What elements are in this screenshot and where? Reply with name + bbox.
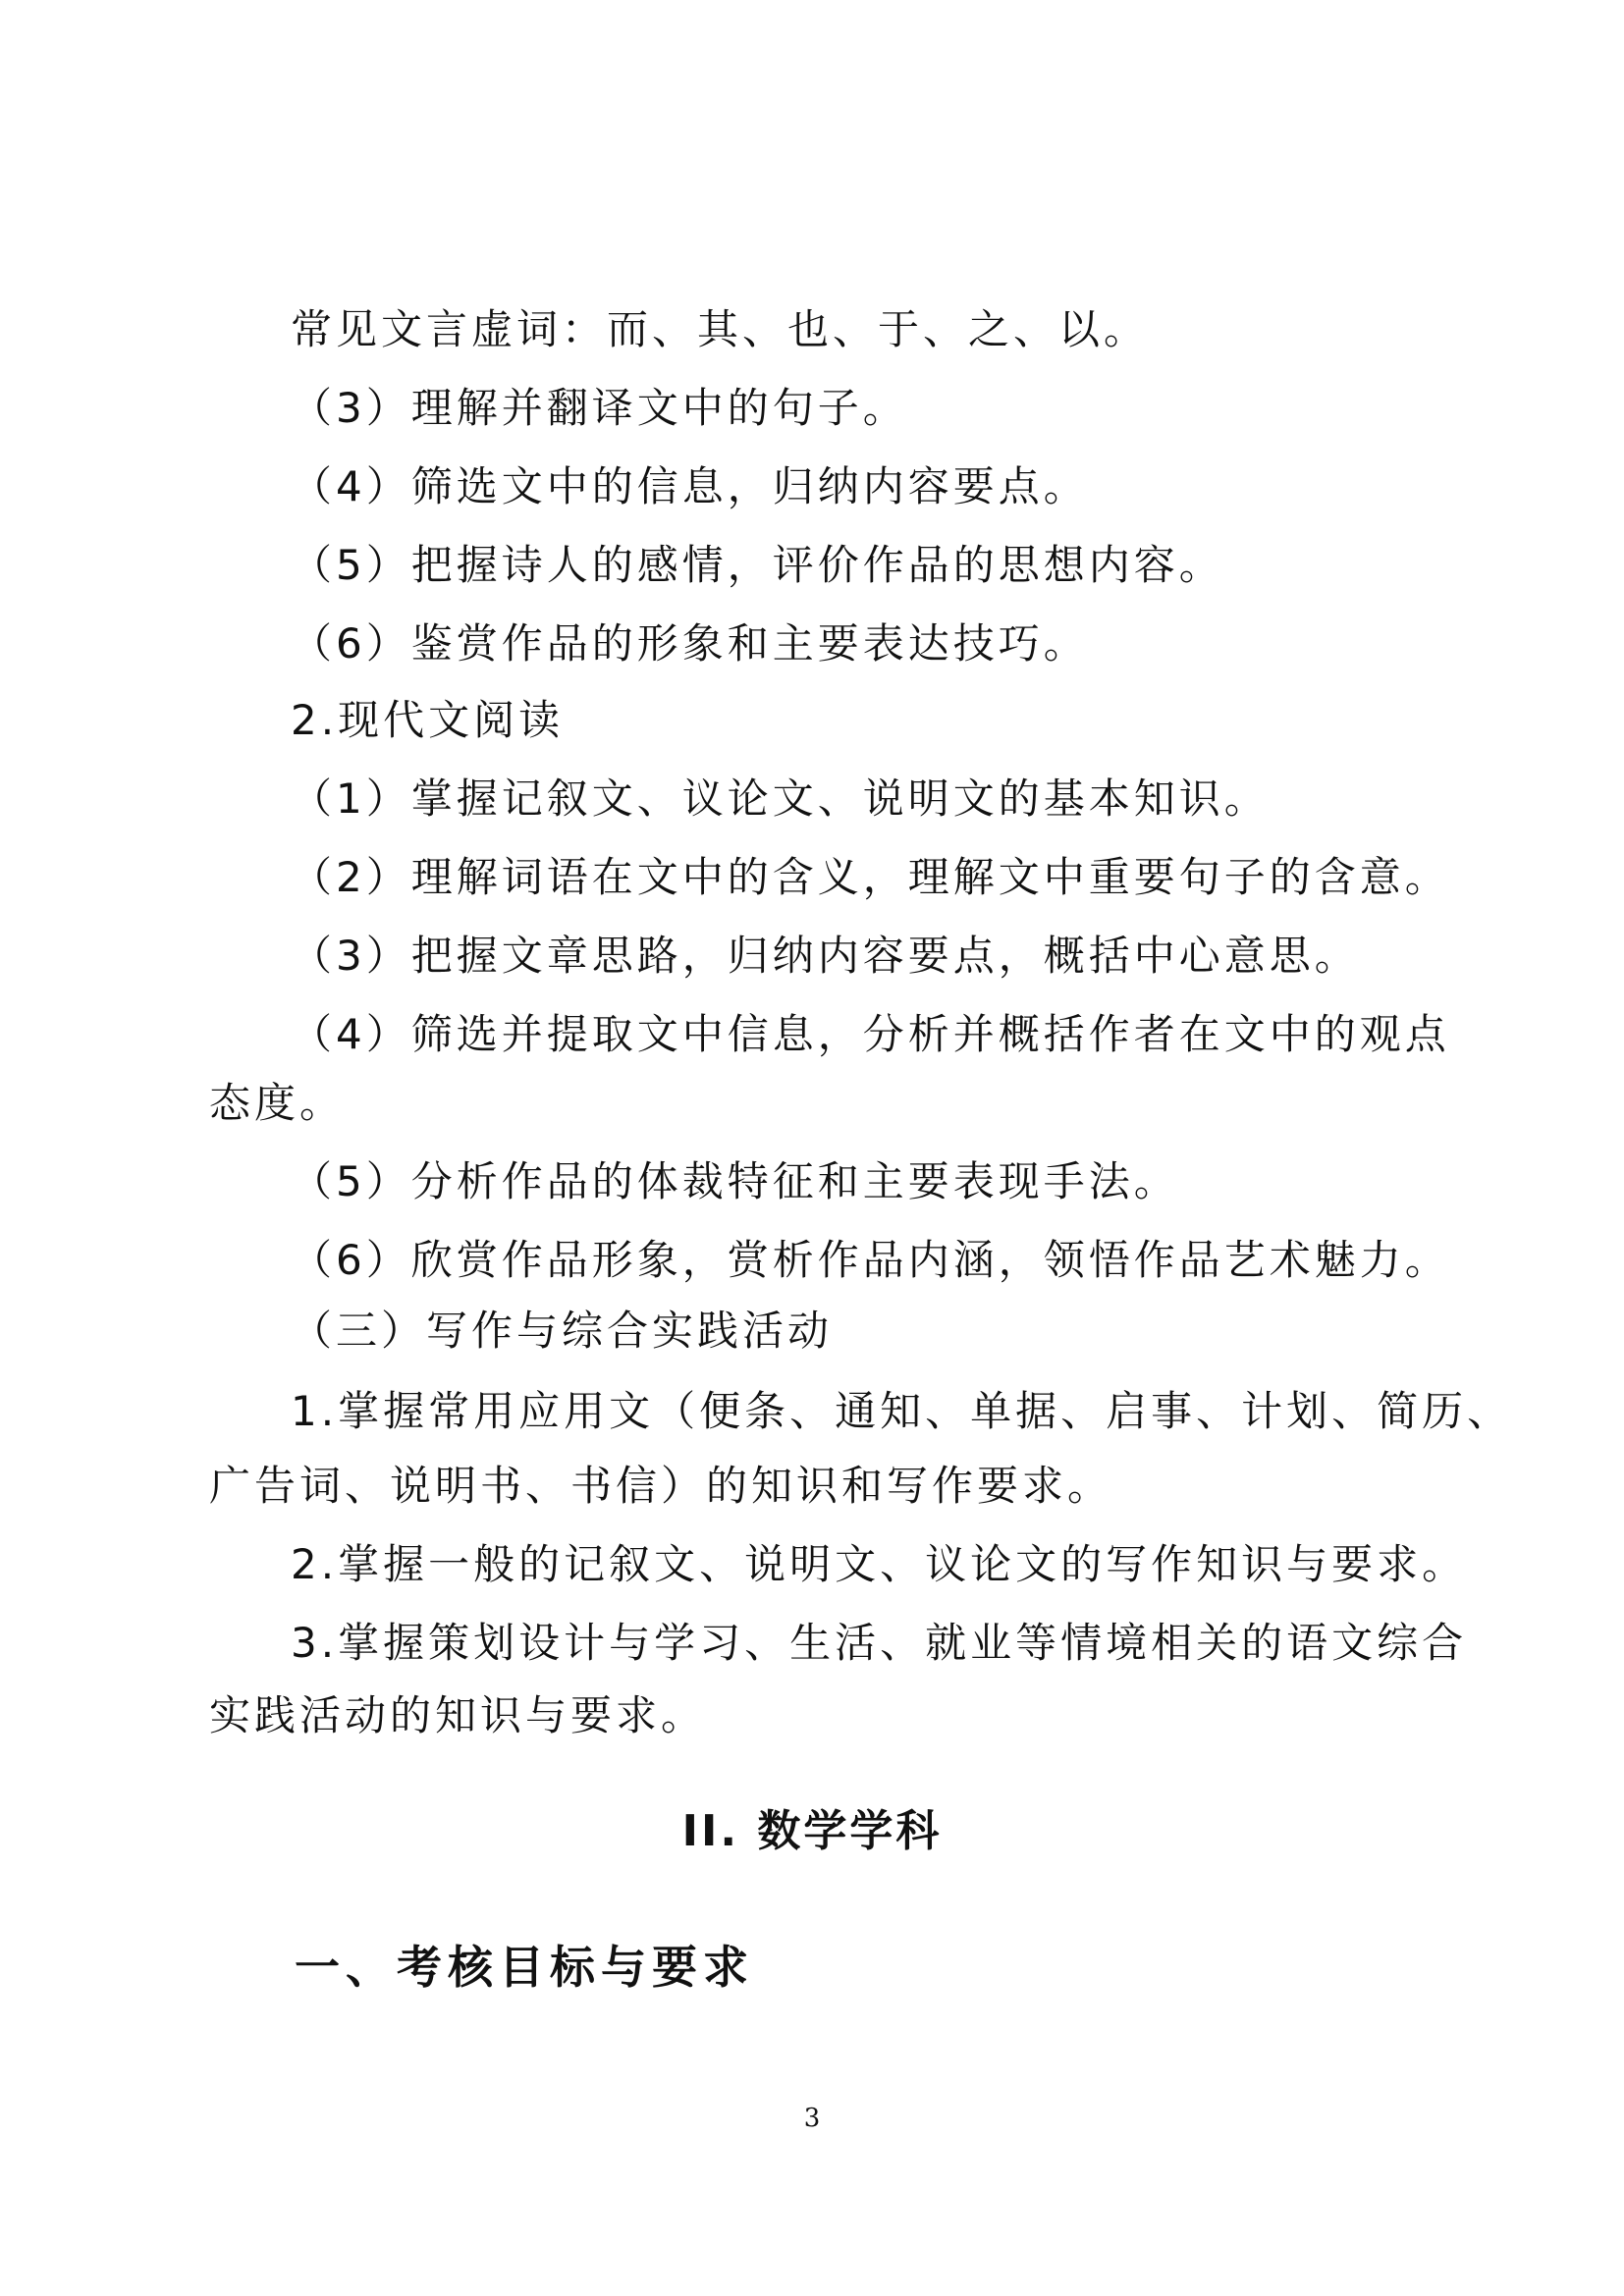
subsection-writing-practice: （三）写作与综合实践活动 <box>291 1307 834 1355</box>
subsection-modern-reading: 2.现代文阅读 <box>291 696 565 744</box>
body-line-modern-item-2: （2）理解词语在文中的含义，理解文中重要句子的含意。 <box>291 853 1450 901</box>
body-line-modern-item-5: （5）分析作品的体裁特征和主要表现手法。 <box>291 1157 1179 1205</box>
body-line-writing-item-2: 2.掌握一般的记叙文、说明文、议论文的写作知识与要求。 <box>291 1540 1468 1588</box>
body-line-modern-item-1: （1）掌握记叙文、议论文、说明文的基本知识。 <box>291 774 1270 823</box>
body-line-function-words: 常见文言虚词：而、其、也、于、之、以。 <box>291 305 1150 353</box>
page-number: 3 <box>803 2104 821 2133</box>
body-line-writing-item-1: 1.掌握常用应用文（便条、通知、单据、启事、计划、简历、 <box>291 1387 1513 1435</box>
body-line-item-4: （4）筛选文中的信息，归纳内容要点。 <box>291 462 1089 510</box>
body-line-modern-item-6: （6）欣赏作品形象，赏析作品内涵，领悟作品艺术魅力。 <box>291 1236 1450 1284</box>
body-line-item-6: （6）鉴赏作品的形象和主要表达技巧。 <box>291 619 1089 667</box>
body-line-writing-item-3: 3.掌握策划设计与学习、生活、就业等情境相关的语文综合 <box>291 1619 1468 1667</box>
body-line-writing-item-1-cont: 广告词、说明书、书信）的知识和写作要求。 <box>209 1462 1113 1510</box>
heading-assessment-goals: 一、考核目标与要求 <box>295 1941 754 1994</box>
section-title-math: II. 数学学科 <box>681 1806 943 1856</box>
body-line-modern-item-4: （4）筛选并提取文中信息，分析并概括作者在文中的观点 <box>291 1010 1450 1058</box>
body-line-item-3: （3）理解并翻译文中的句子。 <box>291 384 908 432</box>
body-line-modern-item-3: （3）把握文章思路，归纳内容要点，概括中心意思。 <box>291 932 1360 980</box>
body-line-item-5: （5）把握诗人的感情，评价作品的思想内容。 <box>291 541 1224 589</box>
body-line-modern-item-4-cont: 态度。 <box>209 1079 346 1127</box>
body-line-writing-item-3-cont: 实践活动的知识与要求。 <box>209 1691 707 1739</box>
